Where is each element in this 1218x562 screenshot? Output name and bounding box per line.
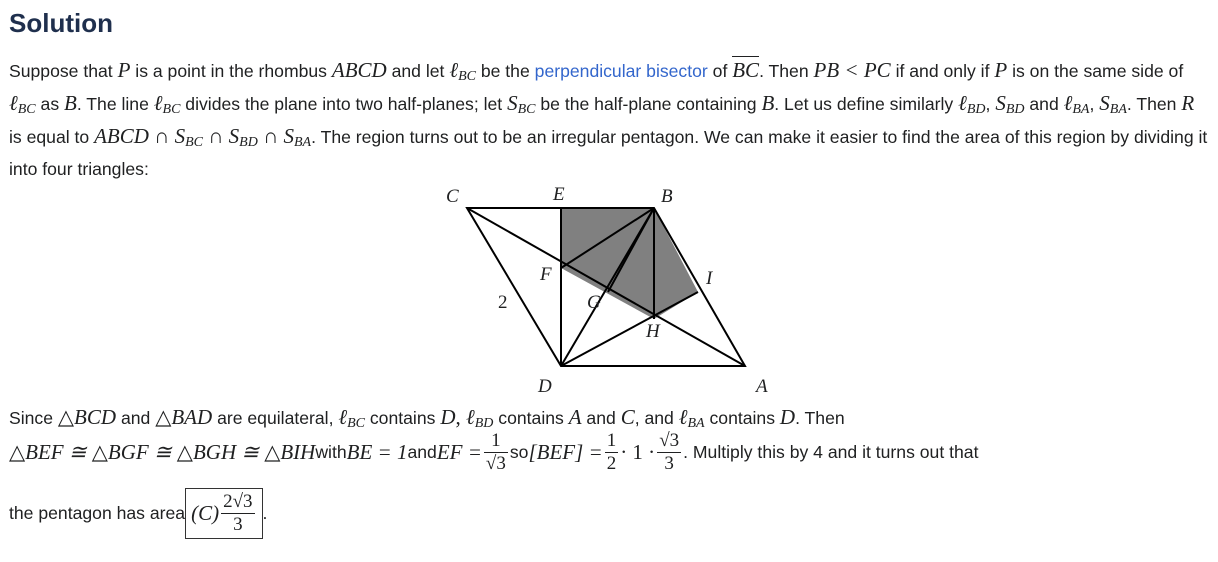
fraction-half: $\frac{1}{2}$ bbox=[606, 430, 617, 474]
label-f: F bbox=[540, 264, 552, 285]
paragraph-equilateral: Since △BCD and △BAD are equilateral, ℓ$_{BC}$ contains D, ℓ$_{BD}$ contains A and C, and ℓ$_{BA}$ contains D. Then bbox=[9, 405, 845, 431]
paragraph-intro: Suppose that P is a point in the rhombus ABCD and let ℓ$_{BC}$ be the perpendicular bisector of BC. Then PB < PC if and only if P is on the same side of ℓ$_{BC}$ as B. The line ℓ$_{BC}$ divides the plane into two half-planes; let $S_{BC}$ be the half-plane containing B. Let us define similarly ℓ$_{BD}$, $S_{BD}$ and ℓ$_{BA}$, $S_{BA}$. Then R is equal to ABCD ∩ $S_{BC}$ ∩ $S_{BD}$ ∩ $S_{BA}$. The region turns out to be an irregular pentagon. We can make it easier to find the area of this region by dividing it into four triangles: bbox=[9, 58, 1208, 179]
label-i: I bbox=[706, 268, 713, 289]
label-h: H bbox=[646, 321, 660, 342]
paragraph-congruent: △BEF ≅ △BGF ≅ △BGH ≅ △BIHwithBE = 1andEF = $\frac{1}{√3}$ so[BEF] = $\frac{1}{2}$ · 1 · $\frac{√3}{3}$ . Multiply this by 4 and it turns out that bbox=[9, 430, 979, 474]
label-side-length: 2 bbox=[498, 292, 508, 313]
fraction-root3-over-3: $\frac{√3}{3}$ bbox=[659, 430, 680, 474]
label-b: B bbox=[661, 186, 673, 207]
perpendicular-bisector-link[interactable]: perpendicular bisector bbox=[534, 61, 708, 81]
label-g: G bbox=[587, 292, 601, 313]
label-e: E bbox=[553, 184, 565, 205]
label-c: C bbox=[446, 186, 459, 207]
label-a: A bbox=[756, 376, 768, 397]
rhombus-diagram bbox=[440, 180, 780, 400]
page-title: Solution bbox=[9, 8, 113, 38]
fraction-ef: $\frac{1}{√3}$ bbox=[485, 430, 506, 474]
paragraph-answer: the pentagon has area(C) $\frac{2√3}{3}$ . bbox=[9, 488, 267, 539]
answer-box: (C) $\frac{2√3}{3}$ bbox=[185, 488, 262, 539]
label-d: D bbox=[538, 376, 552, 397]
